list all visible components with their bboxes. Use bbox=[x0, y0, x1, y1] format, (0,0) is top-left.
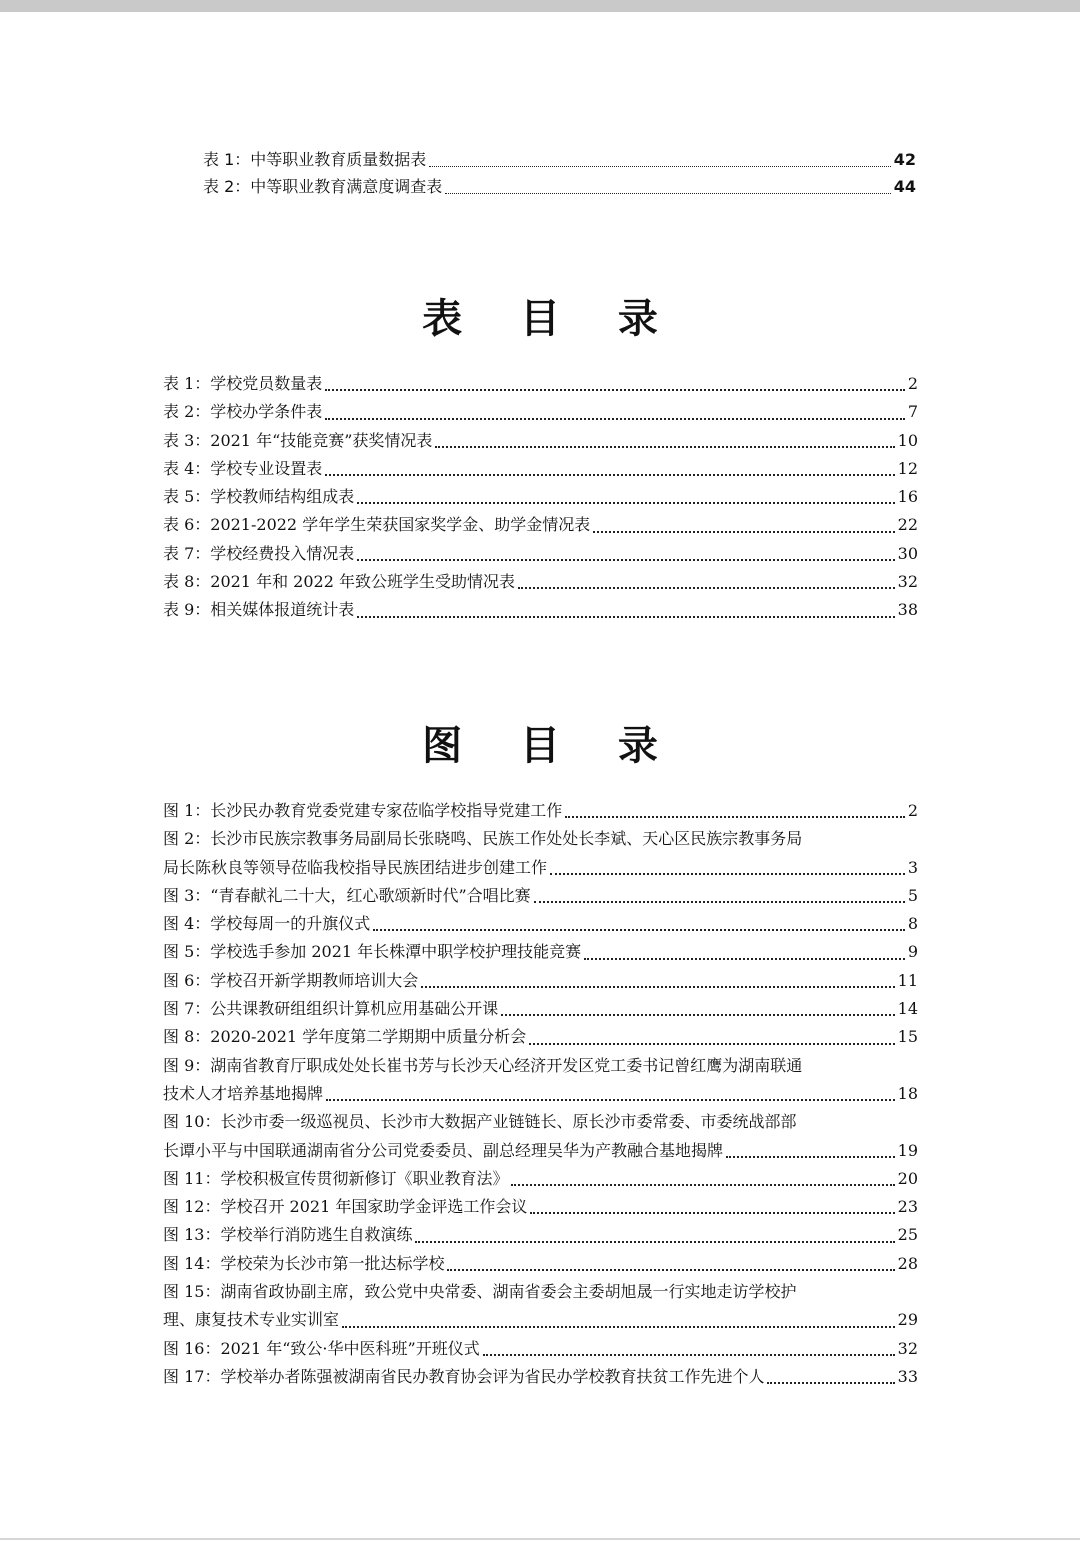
toc-entry-label: 图 12：学校召开 2021 年国家助学金评选工作会议 bbox=[163, 1197, 528, 1217]
toc-entry-label: 图 16：2021 年“致公·华中医科班”开班仪式 bbox=[163, 1338, 480, 1358]
toc-entry[interactable] bbox=[163, 1363, 918, 1391]
toc-entry-label: 长谭小平与中国联通湖南省分公司党委委员、副总经理吴华为产教融合基地揭牌 bbox=[163, 1140, 724, 1160]
dot-leader bbox=[518, 587, 895, 589]
toc-entry[interactable] bbox=[163, 455, 918, 483]
dot-leader bbox=[445, 193, 890, 194]
toc-entry-label: 图 13：学校举行消防逃生自救演练 bbox=[163, 1225, 413, 1245]
toc-entry-label: 局长陈秋良等领导莅临我校指导民族团结进步创建工作 bbox=[163, 857, 548, 877]
figures-toc-list bbox=[163, 797, 918, 1391]
toc-entry-page: 12 bbox=[897, 458, 918, 478]
toc-entry[interactable] bbox=[163, 910, 918, 938]
toc-entry-label-line1: 图 15：湖南省政协副主席，致公党中央常委、湖南省委会主委胡旭晟一行实地走访学校护 bbox=[163, 1282, 797, 1302]
toc-entry-multiline[interactable] bbox=[163, 1052, 918, 1109]
dot-leader bbox=[325, 389, 905, 391]
toc-entry-label: 表 2：中等职业教育满意度调查表 bbox=[203, 177, 443, 196]
toc-entry-label: 图 5：学校选手参加 2021 年长株潭中职学校护理技能竞赛 bbox=[163, 942, 582, 962]
dot-leader bbox=[326, 1099, 895, 1101]
toc-entry-label: 表 2：学校办学条件表 bbox=[163, 402, 323, 422]
toc-entry-page: 25 bbox=[897, 1225, 918, 1245]
dot-leader bbox=[483, 1354, 895, 1356]
toc-entry[interactable] bbox=[163, 967, 918, 995]
toc-entry-label: 表 5：学校教师结构组成表 bbox=[163, 487, 355, 507]
toc-entry-page: 30 bbox=[897, 543, 918, 563]
toc-entry[interactable] bbox=[163, 938, 918, 966]
page-bottom-divider bbox=[0, 1538, 1080, 1540]
toc-entry-page: 2 bbox=[907, 801, 918, 820]
toc-entry-label: 技术人才培养基地揭牌 bbox=[163, 1083, 324, 1103]
dot-leader bbox=[415, 1241, 894, 1243]
toc-entry-label: 表 1：学校党员数量表 bbox=[163, 374, 323, 393]
dot-leader bbox=[511, 1184, 894, 1186]
toc-entry-page: 20 bbox=[897, 1168, 918, 1188]
toc-entry-label: 表 9：相关媒体报道统计表 bbox=[163, 600, 355, 620]
dot-leader bbox=[530, 1212, 894, 1214]
dot-leader bbox=[357, 502, 894, 504]
toc-entry-page: 38 bbox=[897, 600, 918, 620]
toc-entry-label: 图 17：学校举办者陈强被湖南省民办教育协会评为省民办学校教育扶贫工作先进个人 bbox=[163, 1366, 765, 1386]
toc-entry[interactable] bbox=[163, 1221, 918, 1249]
toc-entry-label: 图 1：长沙民办教育党委党建专家莅临学校指导党建工作 bbox=[163, 801, 563, 820]
toc-entry[interactable] bbox=[163, 370, 918, 398]
toc-entry-page: 9 bbox=[907, 942, 918, 962]
toc-entry[interactable] bbox=[163, 540, 918, 568]
toc-entry-page: 32 bbox=[897, 572, 918, 592]
toc-entry-page: 22 bbox=[897, 515, 918, 535]
toc-entry[interactable] bbox=[163, 797, 918, 825]
toc-entry[interactable] bbox=[163, 427, 918, 455]
dot-leader bbox=[447, 1269, 894, 1271]
dot-leader bbox=[373, 929, 905, 931]
dot-leader bbox=[501, 1014, 894, 1016]
dot-leader bbox=[550, 873, 905, 875]
top-scroll-bar bbox=[0, 0, 1080, 12]
toc-entry-label: 理、康复技术专业实训室 bbox=[163, 1310, 340, 1330]
toc-entry[interactable] bbox=[163, 483, 918, 511]
toc-entry-label: 图 11：学校积极宣传贯彻新修订《职业教育法》 bbox=[163, 1168, 509, 1188]
dot-leader bbox=[726, 1156, 895, 1158]
tables-section-title: 表 目 录 bbox=[422, 295, 680, 342]
toc-entry[interactable] bbox=[163, 511, 918, 539]
dot-leader bbox=[565, 816, 905, 818]
toc-entry[interactable] bbox=[163, 1250, 918, 1278]
dot-leader bbox=[593, 531, 894, 533]
toc-entry-page: 28 bbox=[897, 1253, 918, 1273]
toc-entry-page: 44 bbox=[893, 177, 916, 196]
toc-entry-label: 表 7：学校经费投入情况表 bbox=[163, 543, 355, 563]
toc-entry-page: 42 bbox=[893, 150, 916, 169]
toc-entry-page: 29 bbox=[897, 1310, 918, 1330]
toc-entry-label: 图 8：2020-2021 学年度第二学期期中质量分析会 bbox=[163, 1027, 527, 1047]
toc-entry[interactable] bbox=[163, 995, 918, 1023]
toc-entry-page: 7 bbox=[907, 402, 918, 422]
toc-entry-page: 15 bbox=[897, 1027, 918, 1047]
toc-entry-label: 表 4：学校专业设置表 bbox=[163, 458, 323, 478]
toc-entry-multiline[interactable] bbox=[163, 1108, 918, 1165]
toc-entry[interactable] bbox=[163, 1023, 918, 1051]
dot-leader bbox=[421, 986, 894, 988]
appendix-table-list bbox=[203, 146, 916, 200]
toc-entry-label-line1: 图 9：湖南省教育厅职成处处长崔书芳与长沙天心经济开发区党工委书记曾红鹰为湖南联通 bbox=[163, 1055, 803, 1075]
toc-entry-label-line1: 图 10：长沙市委一级巡视员、长沙市大数据产业链链长、原长沙市委常委、市委统战部部 bbox=[163, 1112, 797, 1132]
toc-entry-page: 10 bbox=[897, 430, 918, 450]
dot-leader bbox=[325, 418, 905, 420]
dot-leader bbox=[357, 559, 894, 561]
toc-entry-label: 表 6：2021-2022 学年学生荣获国家奖学金、助学金情况表 bbox=[163, 515, 591, 535]
dot-leader bbox=[584, 958, 905, 960]
toc-entry-label: 图 6：学校召开新学期教师培训大会 bbox=[163, 970, 419, 990]
toc-entry-page: 18 bbox=[897, 1083, 918, 1103]
toc-entry-page: 14 bbox=[897, 999, 918, 1019]
toc-entry-page: 32 bbox=[897, 1338, 918, 1358]
toc-entry-page: 8 bbox=[907, 914, 918, 934]
toc-entry-label: 图 7：公共课教研组组织计算机应用基础公开课 bbox=[163, 999, 499, 1019]
tables-toc-list bbox=[163, 370, 918, 625]
toc-entry-label: 图 3：“青春献礼二十大，红心歌颂新时代”合唱比赛 bbox=[163, 885, 531, 905]
toc-entry[interactable] bbox=[163, 1165, 918, 1193]
toc-entry[interactable] bbox=[163, 1193, 918, 1221]
toc-entry[interactable] bbox=[163, 596, 918, 624]
toc-entry-label: 表 3：2021 年“技能竞赛”获奖情况表 bbox=[163, 430, 433, 450]
toc-entry[interactable] bbox=[203, 146, 916, 173]
dot-leader bbox=[435, 446, 894, 448]
toc-entry[interactable] bbox=[203, 173, 916, 200]
toc-entry-page: 33 bbox=[897, 1366, 918, 1386]
toc-entry-page: 3 bbox=[907, 857, 918, 877]
toc-entry-label: 图 14：学校荣为长沙市第一批达标学校 bbox=[163, 1253, 445, 1273]
dot-leader bbox=[342, 1326, 895, 1328]
dot-leader bbox=[767, 1382, 894, 1384]
toc-entry-page: 11 bbox=[897, 970, 918, 990]
toc-entry[interactable] bbox=[163, 568, 918, 596]
toc-entry-multiline[interactable] bbox=[163, 1278, 918, 1335]
toc-entry-page: 5 bbox=[907, 885, 918, 905]
toc-entry-page: 19 bbox=[897, 1140, 918, 1160]
dot-leader bbox=[357, 616, 894, 618]
figures-section-title: 图 目 录 bbox=[422, 722, 680, 769]
toc-entry[interactable] bbox=[163, 882, 918, 910]
toc-entry-label: 表 8：2021 年和 2022 年致公班学生受助情况表 bbox=[163, 572, 515, 592]
dot-leader bbox=[325, 474, 894, 476]
dot-leader bbox=[534, 901, 905, 903]
toc-entry[interactable] bbox=[163, 1335, 918, 1363]
dot-leader bbox=[429, 166, 890, 167]
toc-entry[interactable] bbox=[163, 398, 918, 426]
toc-entry-page: 16 bbox=[897, 487, 918, 507]
toc-entry-label: 图 4：学校每周一的升旗仪式 bbox=[163, 914, 371, 934]
toc-entry-label-line1: 图 2：长沙市民族宗教事务局副局长张晓鸣、民族工作处处长李斌、天心区民族宗教事务局 bbox=[163, 829, 803, 849]
toc-entry-page: 23 bbox=[897, 1197, 918, 1217]
toc-entry-multiline[interactable] bbox=[163, 825, 918, 882]
toc-entry-label: 表 1：中等职业教育质量数据表 bbox=[203, 150, 427, 169]
dot-leader bbox=[529, 1043, 894, 1045]
toc-entry-page: 2 bbox=[907, 374, 918, 393]
